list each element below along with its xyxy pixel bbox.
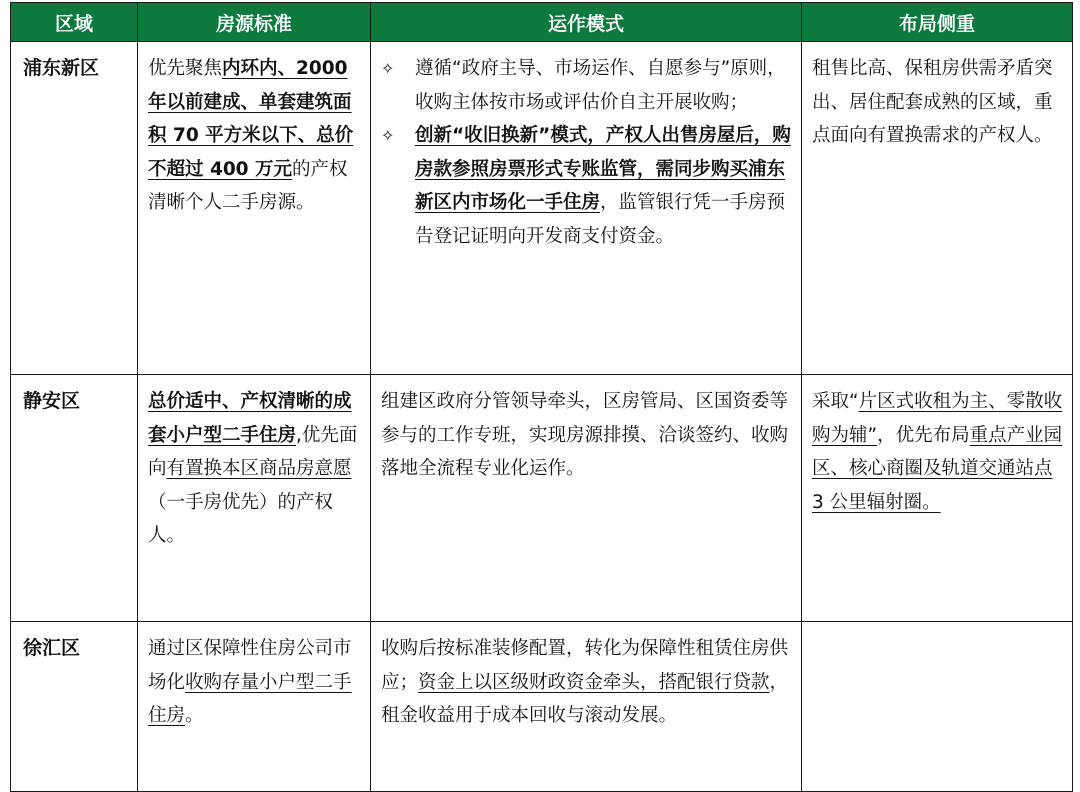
header-standard: 房源标准 [138, 3, 371, 42]
text-run: 收购存量小户型二手住房 [148, 671, 352, 726]
text-run: 内环内、2000 年以前建成、单套建筑面积 70 平方米以下、总价不超过 400 万元 [148, 58, 354, 180]
standard-cell [138, 622, 371, 792]
text-run: 采取“ [812, 391, 859, 412]
table-row [11, 622, 1073, 792]
text-run: 收购后按标准装修配置，转化为保障性租赁住房供应； [381, 638, 789, 693]
text-run: 资金上以区级财政资金牵头，搭配银行贷款 [418, 671, 770, 693]
text-run: 优先聚焦 [148, 58, 223, 79]
table-row [11, 375, 1073, 622]
region-cell: 徐汇区 [11, 622, 138, 792]
text-run: ，优先布局 [877, 424, 970, 446]
table-row [11, 42, 1073, 375]
diamond-star-icon: ✧ [381, 59, 395, 78]
focus-cell [802, 42, 1073, 375]
focus-cell [802, 375, 1073, 622]
text-run: 遵循“政府主导、市场运作、自愿参与”原则，收购主体按市场或评估价自主开展收购； [415, 58, 786, 113]
text-run: 片区式收租为主、零散收购为辅” [812, 391, 1063, 446]
text-run: 租售比高、保租房供需矛盾突出、居住配套成熟的区域，重点面向有置换需求的产权人。 [812, 58, 1053, 146]
region-cell: 浦东新区 [11, 42, 138, 375]
text-run: 有置换本区商品房意愿 [166, 458, 352, 479]
text-run: ,优先面向 [148, 424, 358, 479]
housing-table [10, 2, 1073, 792]
region-cell: 静安区 [11, 375, 138, 622]
text-run: 创新“收旧换新”模式，产权人出售房屋后，购房款参照房票形式专账监管，需同步购买浦东新区内市场化一手住房 [415, 125, 791, 213]
header-focus: 布局侧重 [802, 3, 1073, 42]
header-row [11, 3, 1073, 42]
text-run: ，租金收益用于成本回收与滚动发展。 [381, 671, 789, 726]
text-run: ，监管银行凭一手房预告登记证明向开发商支付资金。 [415, 192, 786, 247]
focus-cell [802, 622, 1073, 792]
header-mode: 运作模式 [371, 3, 802, 42]
text-run: 。 [185, 705, 204, 726]
text-run: 重点产业园区、核心商圈及轨道交通站点 3 公里辐射圈。 [812, 424, 1063, 513]
mode-bullet [381, 52, 792, 119]
text-run: （一手房优先）的产权人。 [148, 491, 334, 546]
mode-cell [371, 375, 802, 622]
mode-cell [371, 42, 802, 375]
text-run: 的产权清晰个人二手房源。 [148, 158, 348, 213]
standard-cell [138, 42, 371, 375]
mode-bullet-text [415, 52, 792, 119]
mode-bullet [381, 119, 792, 253]
standard-cell [138, 375, 371, 622]
diamond-star-icon: ✧ [381, 126, 395, 145]
mode-bullet-text [415, 119, 792, 253]
text-run: 组建区政府分管领导牵头，区房管局、区国资委等参与的工作专班，实现房源排摸、洽谈签约、收购落地全流程专业化运作。 [381, 391, 789, 479]
text-run: 总价适中、产权清晰的成套小户型二手住房 [148, 391, 352, 446]
header-region: 区域 [11, 3, 138, 42]
mode-cell [371, 622, 802, 792]
text-run: 通过区保障性住房公司市场化 [148, 638, 352, 693]
